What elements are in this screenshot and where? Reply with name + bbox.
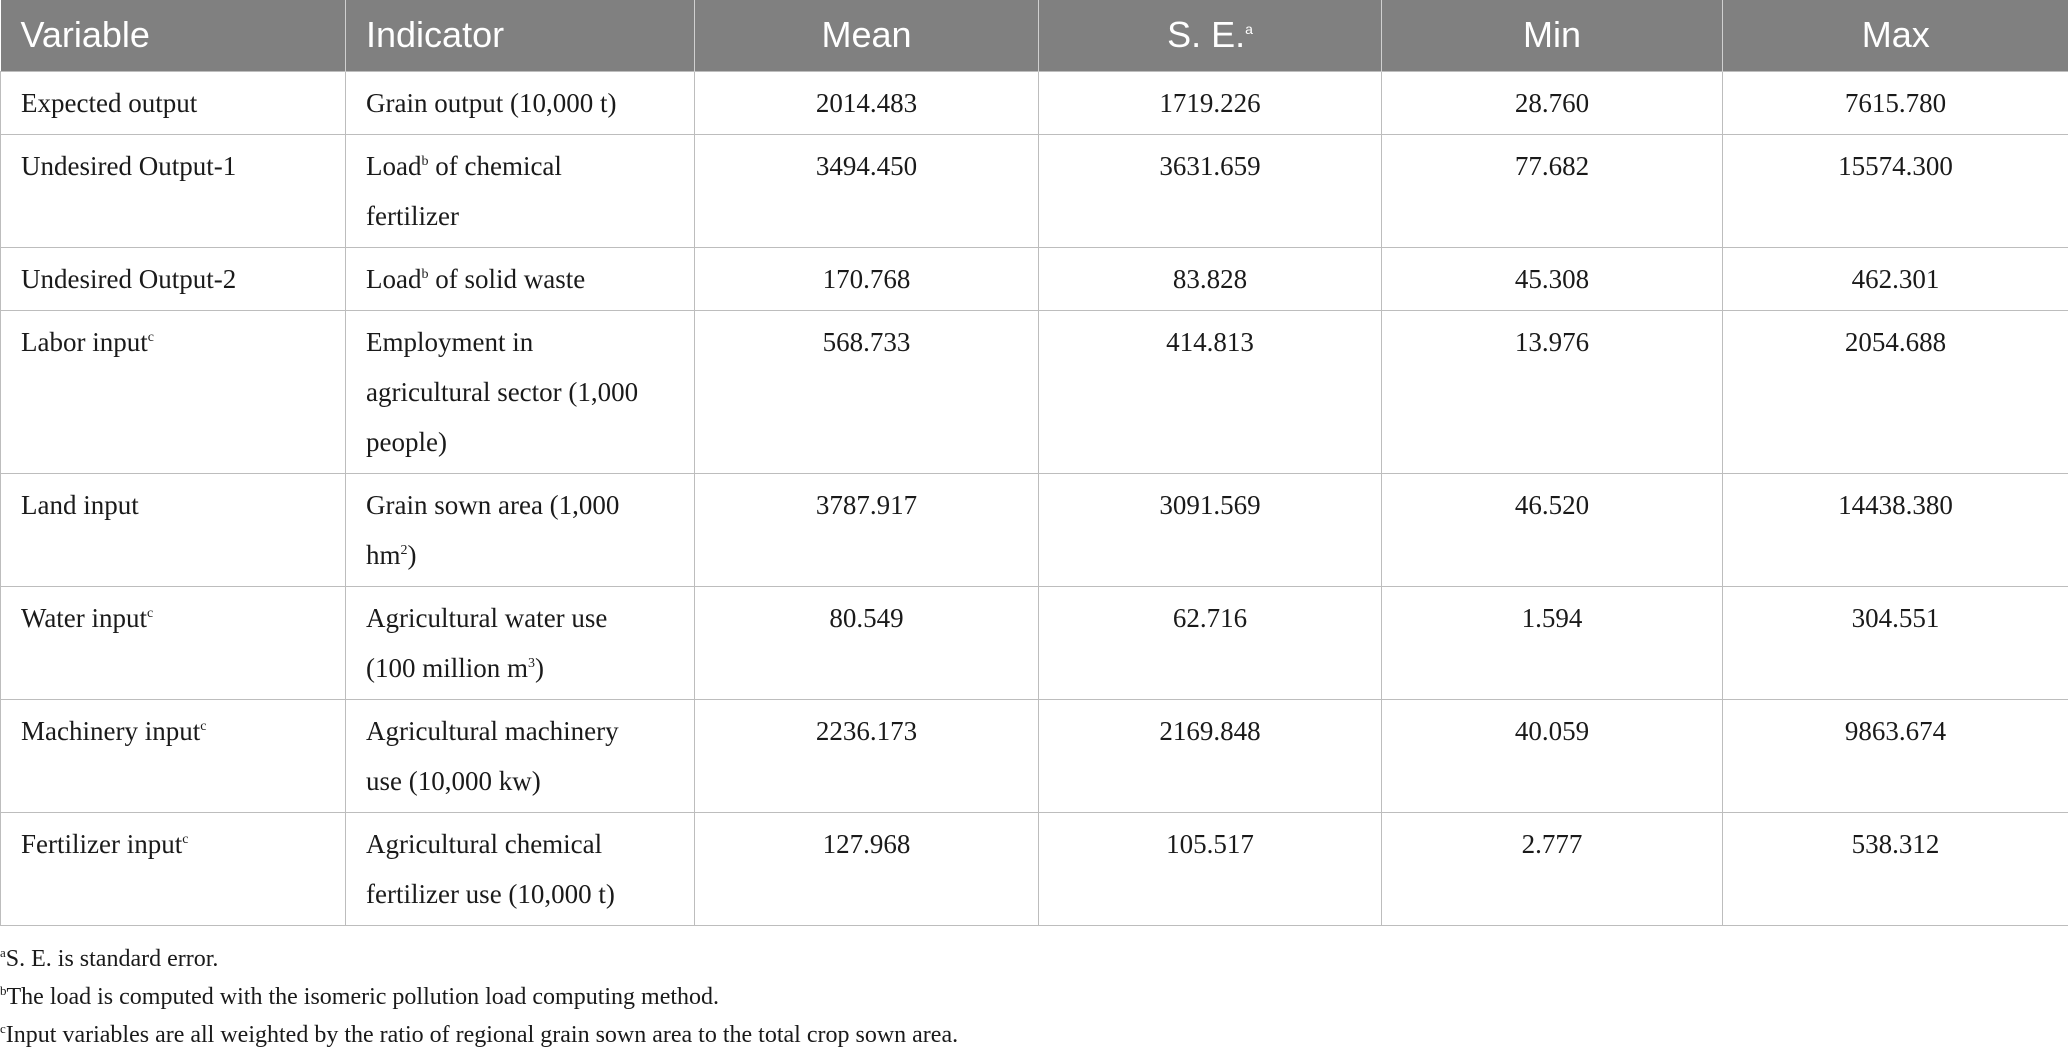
table-row <box>1 699 2068 812</box>
cell-mean: 127.968 <box>695 812 1039 925</box>
footnote-mark: c <box>147 606 153 621</box>
footnote-mark: a <box>0 945 6 960</box>
indicator-text: ) <box>535 653 544 683</box>
cell-se: 83.828 <box>1039 247 1382 310</box>
cell-indicator <box>346 247 695 310</box>
table-header <box>1 0 2068 71</box>
table-body <box>1 71 2068 925</box>
header-max: Max <box>1723 0 2068 71</box>
header-mean: Mean <box>695 0 1039 71</box>
cell-se: 3091.569 <box>1039 473 1382 586</box>
footnote-a <box>0 940 2068 978</box>
indicator-text: Employment in <box>366 327 533 357</box>
cell-max: 14438.380 <box>1723 473 2068 586</box>
header-se-footnote-mark: a <box>1245 21 1253 37</box>
cell-min: 13.976 <box>1382 310 1723 473</box>
cell-se: 3631.659 <box>1039 134 1382 247</box>
cell-mean: 2236.173 <box>695 699 1039 812</box>
cell-max: 304.551 <box>1723 586 2068 699</box>
cell-variable <box>1 71 346 134</box>
cell-se: 2169.848 <box>1039 699 1382 812</box>
table-row <box>1 586 2068 699</box>
cell-indicator <box>346 134 695 247</box>
cell-se: 1719.226 <box>1039 71 1382 134</box>
header-variable: Variable <box>1 0 346 71</box>
table-row <box>1 310 2068 473</box>
footnote-mark: b <box>0 983 7 998</box>
footnote-text: The load is computed with the isomeric pollution load computing method. <box>7 984 720 1010</box>
table-row <box>1 71 2068 134</box>
cell-variable <box>1 812 346 925</box>
cell-min: 77.682 <box>1382 134 1723 247</box>
header-indicator: Indicator <box>346 0 695 71</box>
cell-variable <box>1 310 346 473</box>
cell-variable <box>1 247 346 310</box>
indicator-text: Agricultural water use <box>366 603 607 633</box>
footnote-mark: c <box>200 719 206 734</box>
indicator-text: fertilizer use (10,000 t) <box>366 879 615 909</box>
indicator-text: of chemical <box>428 151 561 181</box>
cell-mean: 2014.483 <box>695 71 1039 134</box>
cell-variable <box>1 134 346 247</box>
cell-max: 15574.300 <box>1723 134 2068 247</box>
footnote-text: Input variables are all weighted by the ratio of regional grain sown area to the total crop sown area. <box>6 1022 958 1048</box>
variable-label: Land input <box>21 490 139 520</box>
indicator-text: ) <box>408 540 417 570</box>
indicator-text: fertilizer <box>366 201 459 231</box>
header-row <box>1 0 2068 71</box>
footnote-text: S. E. is standard error. <box>6 946 219 972</box>
cell-min: 45.308 <box>1382 247 1723 310</box>
cell-indicator <box>346 71 695 134</box>
cell-indicator <box>346 699 695 812</box>
cell-variable <box>1 586 346 699</box>
cell-mean: 3787.917 <box>695 473 1039 586</box>
footnote-mark: c <box>182 832 188 847</box>
cell-variable <box>1 473 346 586</box>
cell-indicator <box>346 812 695 925</box>
cell-indicator <box>346 586 695 699</box>
cell-variable <box>1 699 346 812</box>
variable-label: Labor input <box>21 327 148 357</box>
cell-max: 2054.688 <box>1723 310 2068 473</box>
header-se-label: S. E. <box>1167 14 1245 55</box>
variable-label: Fertilizer input <box>21 829 182 859</box>
cell-indicator <box>346 310 695 473</box>
cell-min: 46.520 <box>1382 473 1723 586</box>
cell-se: 62.716 <box>1039 586 1382 699</box>
unit-exponent: 3 <box>528 656 535 671</box>
header-min: Min <box>1382 0 1723 71</box>
footnote-mark: c <box>0 1021 6 1036</box>
cell-max: 9863.674 <box>1723 699 2068 812</box>
cell-se: 105.517 <box>1039 812 1382 925</box>
cell-mean: 170.768 <box>695 247 1039 310</box>
indicator-text: Grain sown area (1,000 <box>366 490 619 520</box>
cell-min: 40.059 <box>1382 699 1723 812</box>
cell-min: 1.594 <box>1382 586 1723 699</box>
indicator-text: agricultural sector (1,000 <box>366 377 638 407</box>
cell-max: 538.312 <box>1723 812 2068 925</box>
indicator-text: Load <box>366 151 421 181</box>
table-row <box>1 812 2068 925</box>
cell-max: 7615.780 <box>1723 71 2068 134</box>
footnote-c <box>0 1016 2068 1054</box>
footnote-mark: c <box>148 330 154 345</box>
indicator-text: Agricultural machinery <box>366 716 619 746</box>
footnote-b <box>0 978 2068 1016</box>
cell-mean: 80.549 <box>695 586 1039 699</box>
indicator-text: use (10,000 kw) <box>366 766 541 796</box>
variable-label: Undesired Output-2 <box>21 264 236 294</box>
cell-mean: 3494.450 <box>695 134 1039 247</box>
indicator-text: of solid waste <box>428 264 585 294</box>
cell-mean: 568.733 <box>695 310 1039 473</box>
indicator-text: (100 million m <box>366 653 528 683</box>
indicator-text: Load <box>366 264 421 294</box>
indicator-text: Grain output (10,000 t) <box>366 88 616 118</box>
indicator-text: Agricultural chemical <box>366 829 602 859</box>
variable-label: Expected output <box>21 88 197 118</box>
variable-label: Machinery input <box>21 716 200 746</box>
variable-label: Water input <box>21 603 147 633</box>
table-row <box>1 473 2068 586</box>
indicator-text: hm <box>366 540 401 570</box>
cell-se: 414.813 <box>1039 310 1382 473</box>
variable-label: Undesired Output-1 <box>21 151 236 181</box>
cell-min: 28.760 <box>1382 71 1723 134</box>
cell-min: 2.777 <box>1382 812 1723 925</box>
footnote-mark: b <box>421 267 428 282</box>
table-row <box>1 247 2068 310</box>
table-row <box>1 134 2068 247</box>
indicator-text: people) <box>366 427 447 457</box>
cell-indicator <box>346 473 695 586</box>
header-se <box>1039 0 1382 71</box>
cell-max: 462.301 <box>1723 247 2068 310</box>
table-footnotes <box>0 940 2068 1054</box>
unit-exponent: 2 <box>401 543 408 558</box>
footnote-mark: b <box>421 154 428 169</box>
